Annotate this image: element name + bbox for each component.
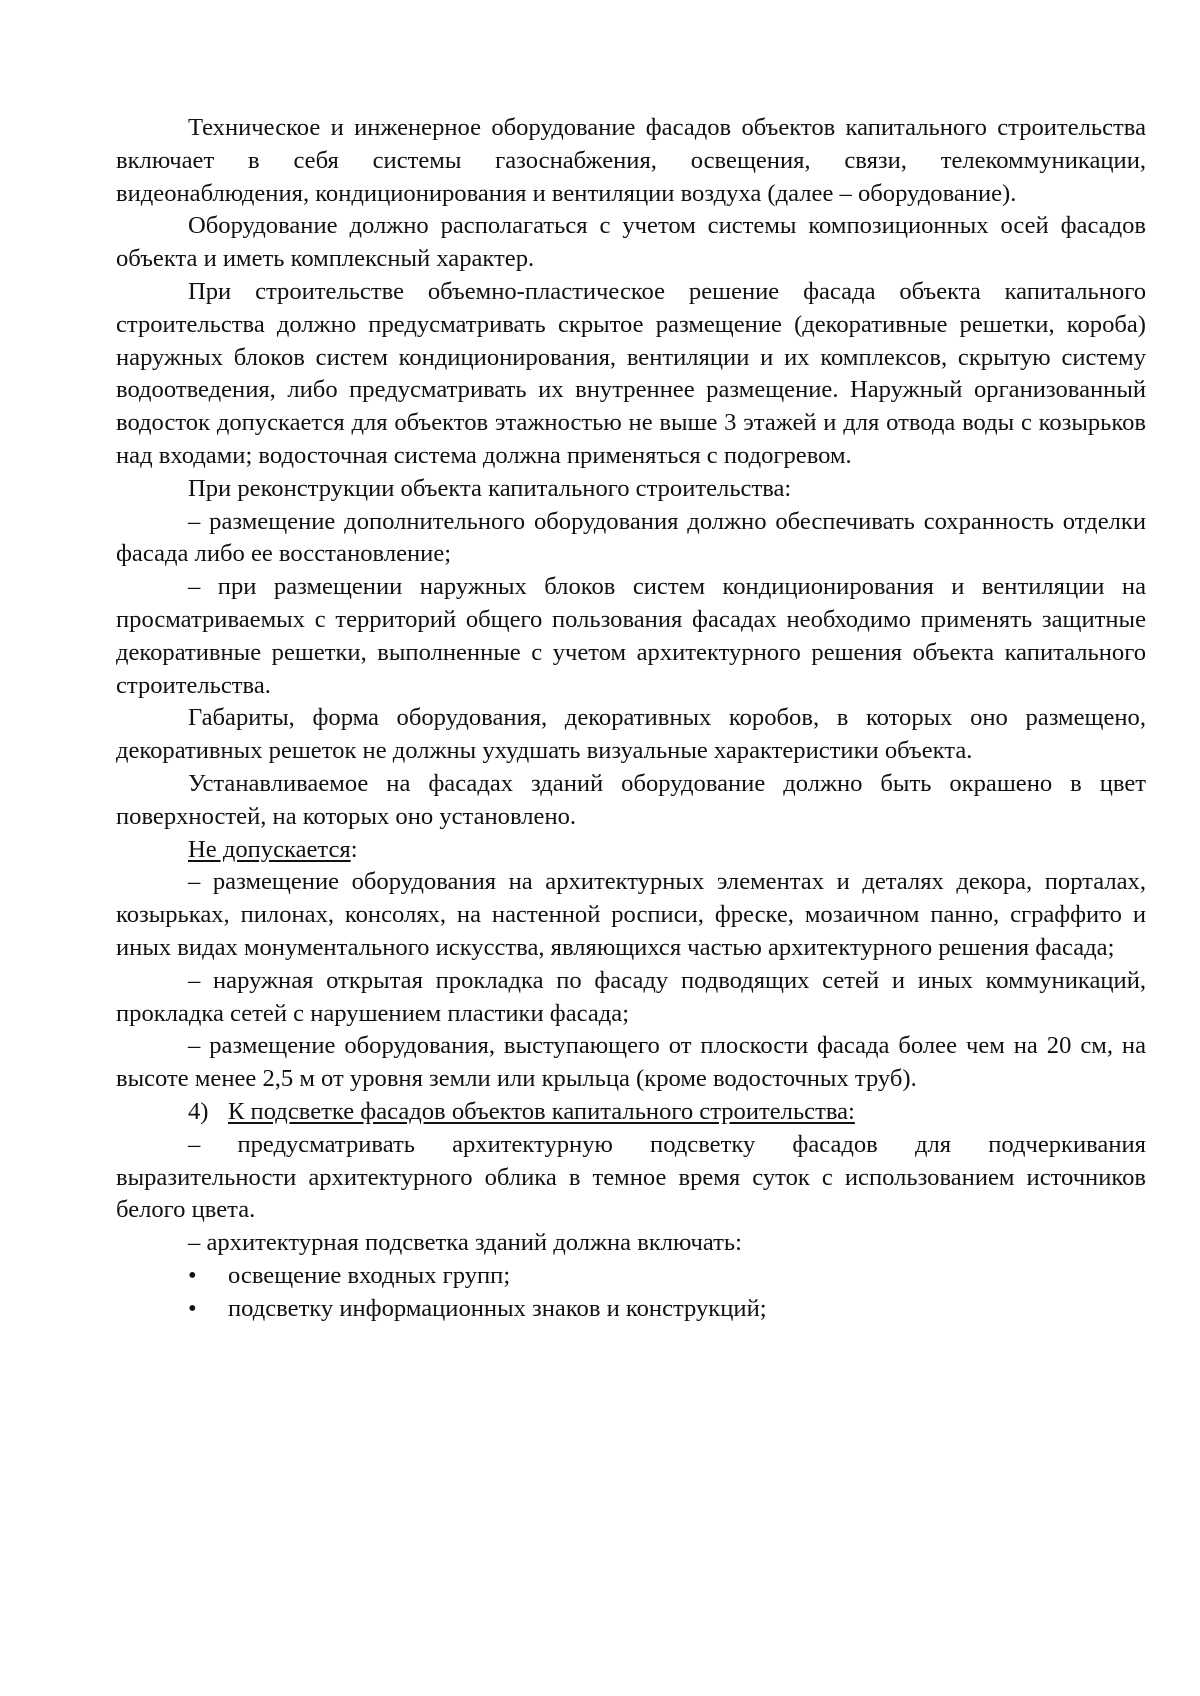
list-item: – размещение дополнительного оборудования должно обеспечивать сохранность отделки фасада либо ее восстановление;: [116, 507, 1146, 568]
bullet-icon: •: [188, 1294, 197, 1322]
list-item: – размещение оборудования на архитектурных элементах и деталях декора, порталах, козырьках, пилонах, консолях, на настенной росписи, фреске, мозаичном панно, сграффито и иных видах монументального искусства, являющихся частью архитектурного решения фасада;: [116, 868, 1146, 961]
bullet-text: освещение входных групп;: [228, 1261, 511, 1289]
bullet-item: [116, 1260, 1146, 1293]
section-4-heading: [116, 1096, 1146, 1129]
bullet-text: подсветку информационных знаков и конструкций;: [228, 1294, 767, 1322]
paragraph: Габариты, форма оборудования, декоративных коробов, в которых оно размещено, декоративных решеток не должны ухудшать визуальные характеристики объекта.: [116, 704, 1146, 765]
not-allowed-label: Не допускается: [188, 835, 351, 863]
bullet-item: [116, 1293, 1146, 1326]
document-page: [116, 112, 1146, 1325]
not-allowed-colon: :: [350, 835, 358, 863]
paragraph: Оборудование должно располагаться с учетом системы композиционных осей фасадов объекта и иметь комплексный характер.: [116, 212, 1146, 273]
paragraph: Устанавливаемое на фасадах зданий оборудование должно быть окрашено в цвет поверхностей, на которых оно установлено.: [116, 769, 1146, 830]
list-item: – размещение оборудования, выступающего от плоскости фасада более чем на 20 см, на высоте менее 2,5 м от уровня земли или крыльца (кроме водосточных труб).: [116, 1032, 1146, 1093]
paragraph: При строительстве объемно-пластическое решение фасада объекта капитального строительства должно предусматривать скрытое размещение (декоративные решетки, короба) наружных блоков систем кондиционирования, вентиляции и их комплексов, скрытую систему водоотведения, либо предусматривать их внутреннее размещение. Наружный организованный водосток допускается для объектов этажностью не выше 3 этажей и для отвода воды с козырьков над входами; водосточная система должна применяться с подогревом.: [116, 277, 1146, 469]
list-item: – при размещении наружных блоков систем кондиционирования и вентиляции на просматриваемых с территорий общего пользования фасадах необходимо применять защитные декоративные решетки, выполненные с учетом архитектурного решения объекта капитального строительства.: [116, 573, 1146, 699]
paragraph: Техническое и инженерное оборудование фасадов объектов капитального строительства включает в себя системы газоснабжения, освещения, связи, телекоммуникации, видеонаблюдения, кондиционирования и вентиляции воздуха (далее – оборудование).: [116, 114, 1146, 207]
list-item: – наружная открытая прокладка по фасаду подводящих сетей и иных коммуникаций, прокладка сетей с нарушением пластики фасада;: [116, 966, 1146, 1027]
not-allowed-heading: [116, 834, 1146, 867]
section-title: К подсветке фасадов объектов капитального строительства:: [228, 1097, 855, 1125]
list-item: – архитектурная подсветка зданий должна включать:: [188, 1229, 742, 1257]
bullet-icon: •: [188, 1261, 197, 1289]
list-item: – предусматривать архитектурную подсветку фасадов для подчеркивания выразительности архитектурного облика в темное время суток с использованием источников белого цвета.: [116, 1130, 1146, 1224]
section-number: 4): [188, 1097, 209, 1125]
paragraph: При реконструкции объекта капитального строительства:: [188, 474, 792, 502]
